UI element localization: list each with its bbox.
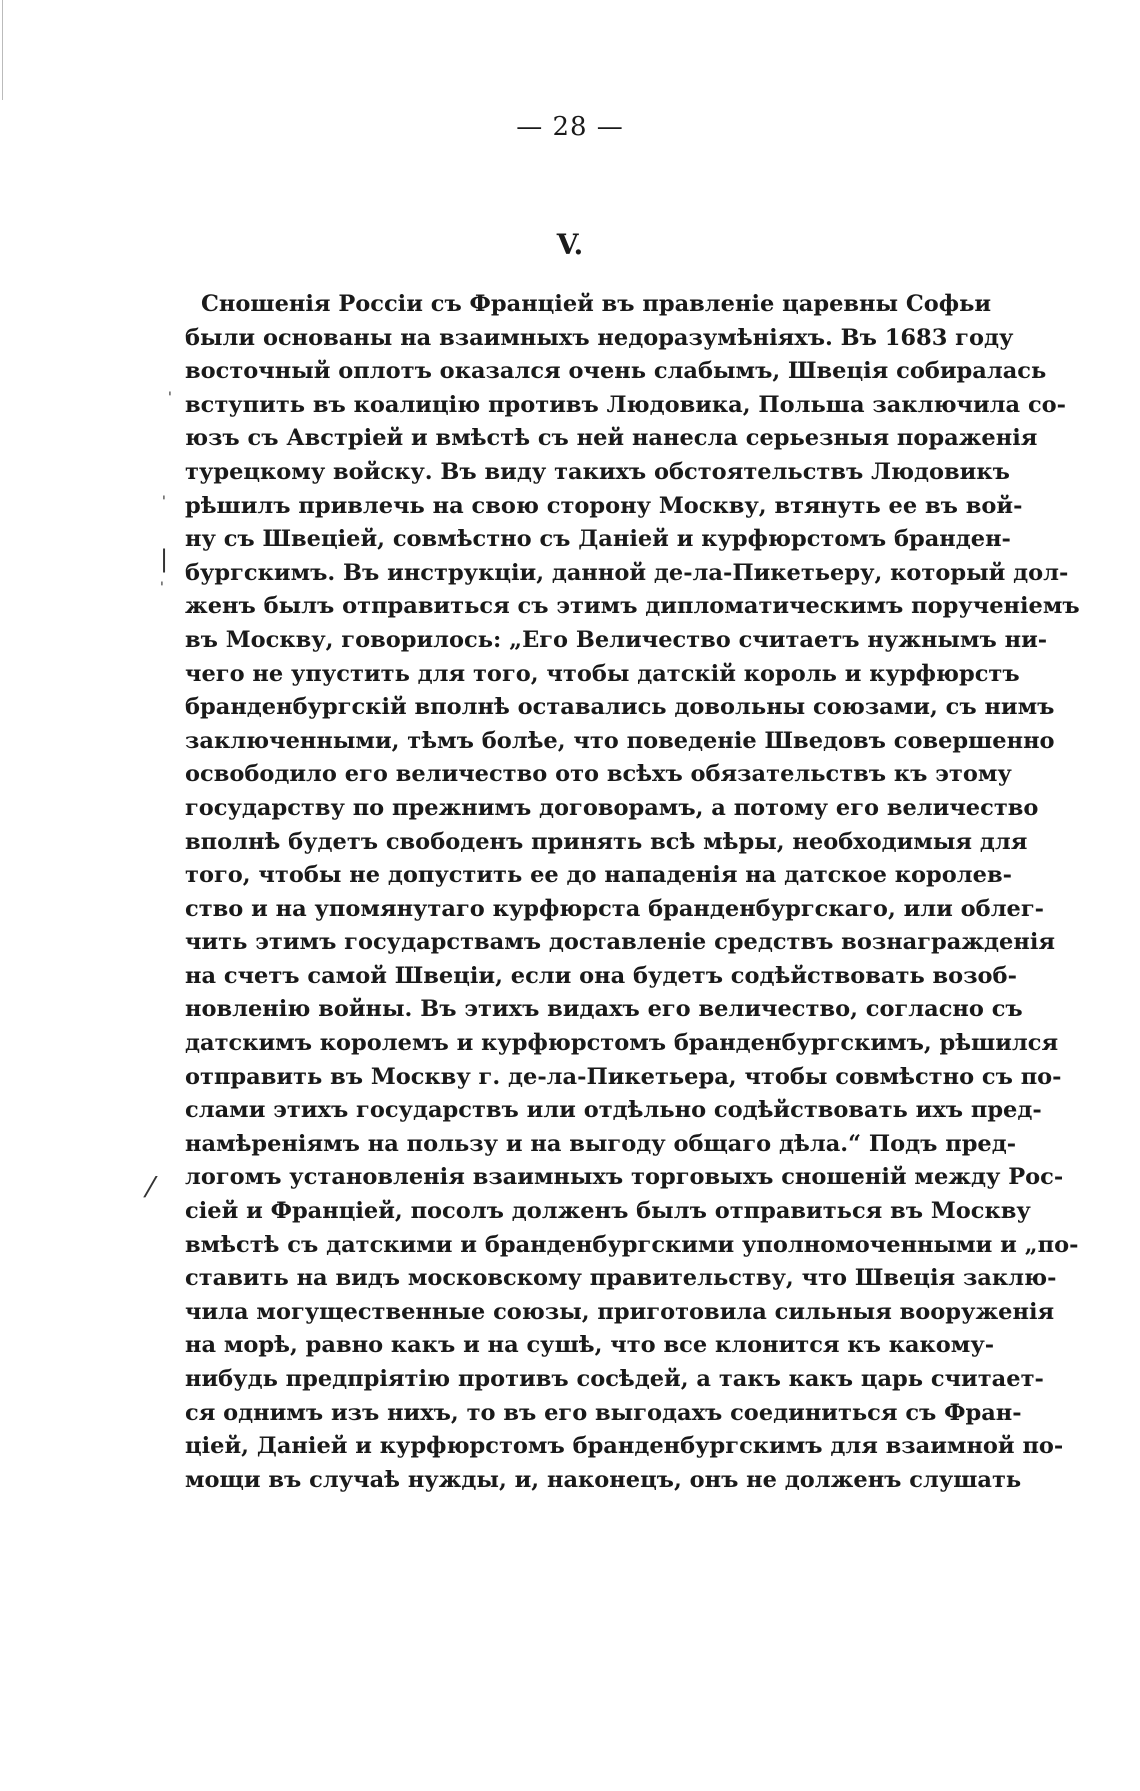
text-line: ство и на упомянутаго курфюрста бранденбургскаго, или облег-	[185, 895, 1044, 922]
margin-mark: '	[160, 580, 164, 596]
text-line: на счетъ самой Швеціи, если она будетъ содѣйствовать возоб-	[185, 962, 1017, 989]
margin-mark: /	[141, 1172, 159, 1202]
text-line: ставить на видъ московскому правительству, что Швеція заклю-	[185, 1265, 1057, 1292]
text-line: государству по прежнимъ договорамъ, а потому его величество	[185, 794, 1039, 821]
text-line: вмѣстѣ съ датскими и бранденбургскими уполномоченными и „по-	[185, 1231, 1079, 1258]
margin-mark: '	[162, 494, 166, 510]
text-line: чего не упустить для того, чтобы датскій король и курфюрстъ	[185, 660, 1020, 687]
text-line: новленію войны. Въ этихъ видахъ его величество, согласно съ	[185, 996, 1023, 1023]
text-line: юзъ съ Австріей и вмѣстѣ съ ней нанесла серьезныя пораженія	[185, 425, 1038, 452]
page-number: — 28 —	[516, 112, 624, 142]
text-line: турецкому войску. Въ виду такихъ обстоятельствъ Людовикъ	[185, 458, 1010, 485]
text-line: ся однимъ изъ нихъ, то въ его выгодахъ соединиться съ Фран-	[185, 1399, 1022, 1426]
text-line: на морѣ, равно какъ и на сушѣ, что все клонится къ какому-	[185, 1332, 995, 1359]
text-line: заключенными, тѣмъ болѣе, что поведеніе Шведовъ совершенно	[185, 727, 1055, 754]
text-line: сіей и Франціей, посолъ долженъ былъ отправиться въ Москву	[185, 1198, 1031, 1225]
text-line: ну съ Швеціей, совмѣстно съ Даніей и курфюрстомъ бранден-	[185, 526, 1011, 553]
text-line: восточный оплотъ оказался очень слабымъ, Швеція собиралась	[185, 358, 1047, 385]
text-line: Сношенія Россіи съ Франціей въ правленіе царевны Софьи	[201, 291, 992, 317]
text-line: мощи въ случаѣ нужды, и, наконецъ, онъ не долженъ слушать	[185, 1466, 1022, 1493]
text-line: чила могущественные союзы, приготовила сильныя вооруженія	[185, 1298, 1055, 1325]
text-line: вступить въ коалицію противъ Людовика, Польша заключила со-	[185, 391, 1067, 418]
text-line: бранденбургскій вполнѣ оставались довольны союзами, съ нимъ	[185, 694, 1055, 721]
scan-edge-line	[2, 0, 3, 100]
text-line: логомъ установленія взаимныхъ торговыхъ сношеній между Рос-	[185, 1164, 1064, 1191]
text-line: чить этимъ государствамъ доставленіе средствъ вознагражденія	[185, 929, 1055, 956]
text-line: датскимъ королемъ и курфюрстомъ бранденбургскимъ, рѣшился	[185, 1030, 1059, 1057]
text-line: вполнѣ будетъ свободенъ принять всѣ мѣры, необходимыя для	[185, 828, 1028, 855]
text-line: намѣреніямъ на пользу и на выгоду общаго дѣла.“ Подъ пред-	[185, 1130, 1017, 1157]
text-line: бургскимъ. Въ инструкціи, данной де-ла-Пикетьеру, который дол-	[185, 559, 1069, 586]
margin-mark: |	[160, 545, 169, 573]
text-line: нибудь предпріятію противъ сосѣдей, а такъ какъ царь считает-	[185, 1366, 1044, 1392]
text-line: въ Москву, говорилось: „Его Величество считаетъ нужнымъ ни-	[185, 626, 1048, 653]
text-line: были основаны на взаимныхъ недоразумѣніяхъ. Въ 1683 году	[185, 324, 1014, 351]
text-line: рѣшилъ привлечь на свою сторону Москву, втянуть ее въ вой-	[185, 492, 1023, 519]
text-line: отправить въ Москву г. де-ла-Пикетьера, чтобы совмѣстно съ по-	[185, 1063, 1062, 1090]
text-line: женъ былъ отправиться съ этимъ дипломатическимъ порученіемъ	[185, 593, 1080, 620]
margin-mark: '	[168, 390, 172, 406]
body-paragraph	[185, 288, 1080, 1497]
text-line: того, чтобы не допустить ее до нападенія на датское королев-	[185, 862, 1012, 889]
chapter-heading: V.	[556, 228, 584, 261]
text-line: освободило его величество ото всѣхъ обязательствъ къ этому	[185, 761, 1012, 788]
text-line: слами этихъ государствъ или отдѣльно содѣйствовать ихъ пред-	[185, 1097, 1042, 1124]
text-line: ціей, Даніей и курфюрстомъ бранденбургскимъ для взаимной по-	[185, 1433, 1064, 1460]
